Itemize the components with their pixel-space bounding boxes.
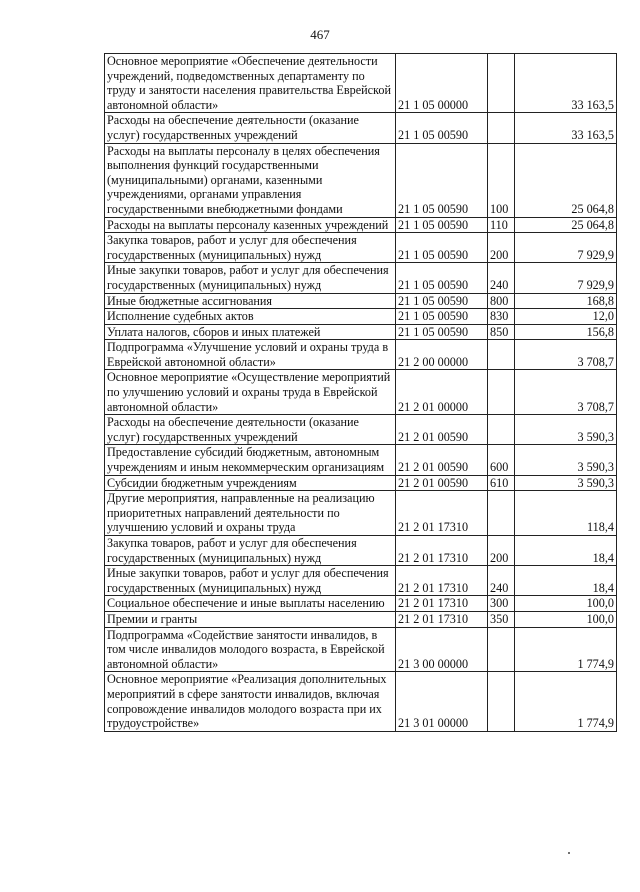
row-sum-cell: 18,4 — [515, 566, 617, 596]
table-row — [105, 217, 617, 233]
row-name-cell: Основное мероприятие «Обеспечение деятельности учреждений, подведомственных департаменту по труду и занятости населения правительства Еврейской автономной области» — [105, 54, 396, 113]
row-name-cell: Предоставление субсидий бюджетным, автономным учреждениям и иным некоммерческим организациям — [105, 445, 396, 475]
row-code-cell: 21 2 00 00000 — [396, 340, 488, 370]
row-vr-cell: 830 — [488, 309, 515, 325]
row-name-cell: Основное мероприятие «Реализация дополнительных мероприятий в сфере занятости инвалидов, включая сопровождение инвалидов молодого возраста при их трудоустройстве» — [105, 672, 396, 731]
row-code-cell: 21 2 01 17310 — [396, 566, 488, 596]
row-vr-cell — [488, 672, 515, 731]
row-code-cell: 21 1 05 00590 — [396, 217, 488, 233]
row-sum-cell: 3 590,3 — [515, 475, 617, 491]
row-name-cell: Расходы на выплаты персоналу в целях обеспечения выполнения функций государственными (муниципальными) органами, казенными учреждениями, органами управления государственными внебюджетными фондами — [105, 143, 396, 217]
row-sum-cell: 118,4 — [515, 491, 617, 536]
scan-dot — [568, 852, 570, 854]
row-sum-cell: 25 064,8 — [515, 143, 617, 217]
row-sum-cell: 3 590,3 — [515, 445, 617, 475]
row-name-cell: Подпрограмма «Улучшение условий и охраны труда в Еврейской автономной области» — [105, 340, 396, 370]
table-row — [105, 113, 617, 143]
row-vr-cell — [488, 54, 515, 113]
row-name-cell: Подпрограмма «Содействие занятости инвалидов, в том числе инвалидов молодого возраста, в Еврейской автономной области» — [105, 627, 396, 672]
row-vr-cell: 800 — [488, 293, 515, 309]
row-name-cell: Расходы на выплаты персоналу казенных учреждений — [105, 217, 396, 233]
row-code-cell: 21 1 05 00590 — [396, 113, 488, 143]
row-sum-cell: 156,8 — [515, 324, 617, 340]
row-name-cell: Расходы на обеспечение деятельности (оказание услуг) государственных учреждений — [105, 415, 396, 445]
row-code-cell: 21 1 05 00590 — [396, 143, 488, 217]
row-sum-cell: 7 929,9 — [515, 263, 617, 293]
budget-table — [104, 53, 617, 732]
row-vr-cell — [488, 627, 515, 672]
row-vr-cell — [488, 340, 515, 370]
row-name-cell: Закупка товаров, работ и услуг для обеспечения государственных (муниципальных) нужд — [105, 536, 396, 566]
row-sum-cell: 33 163,5 — [515, 54, 617, 113]
row-name-cell: Социальное обеспечение и иные выплаты населению — [105, 596, 396, 612]
row-vr-cell — [488, 370, 515, 415]
table-row — [105, 566, 617, 596]
table-row — [105, 445, 617, 475]
row-name-cell: Другие мероприятия, направленные на реализацию приоритетных направлений деятельности по улучшению условий и охраны труда — [105, 491, 396, 536]
row-code-cell: 21 2 01 17310 — [396, 536, 488, 566]
row-vr-cell: 110 — [488, 217, 515, 233]
row-vr-cell — [488, 113, 515, 143]
row-sum-cell: 100,0 — [515, 596, 617, 612]
row-name-cell: Премии и гранты — [105, 611, 396, 627]
row-sum-cell: 33 163,5 — [515, 113, 617, 143]
table-row — [105, 324, 617, 340]
table-row — [105, 143, 617, 217]
row-sum-cell: 1 774,9 — [515, 627, 617, 672]
row-sum-cell: 25 064,8 — [515, 217, 617, 233]
table-row — [105, 309, 617, 325]
row-sum-cell: 100,0 — [515, 611, 617, 627]
row-vr-cell — [488, 491, 515, 536]
table-row — [105, 293, 617, 309]
row-name-cell: Исполнение судебных актов — [105, 309, 396, 325]
row-vr-cell: 200 — [488, 536, 515, 566]
row-code-cell: 21 2 01 00590 — [396, 475, 488, 491]
page-number: 467 — [310, 27, 330, 42]
row-sum-cell: 12,0 — [515, 309, 617, 325]
row-code-cell: 21 3 01 00000 — [396, 672, 488, 731]
row-vr-cell: 240 — [488, 263, 515, 293]
table-row — [105, 627, 617, 672]
row-sum-cell: 7 929,9 — [515, 233, 617, 263]
row-code-cell: 21 1 05 00000 — [396, 54, 488, 113]
table-row — [105, 340, 617, 370]
table-row — [105, 263, 617, 293]
row-vr-cell: 850 — [488, 324, 515, 340]
table-row — [105, 475, 617, 491]
table-row — [105, 415, 617, 445]
row-vr-cell: 610 — [488, 475, 515, 491]
row-code-cell: 21 1 05 00590 — [396, 263, 488, 293]
row-sum-cell: 3 708,7 — [515, 340, 617, 370]
row-vr-cell: 350 — [488, 611, 515, 627]
row-code-cell: 21 2 01 00590 — [396, 445, 488, 475]
table-row — [105, 596, 617, 612]
row-code-cell: 21 1 05 00590 — [396, 309, 488, 325]
row-name-cell: Субсидии бюджетным учреждениям — [105, 475, 396, 491]
row-code-cell: 21 1 05 00590 — [396, 293, 488, 309]
row-name-cell: Иные закупки товаров, работ и услуг для обеспечения государственных (муниципальных) нужд — [105, 263, 396, 293]
row-name-cell: Закупка товаров, работ и услуг для обеспечения государственных (муниципальных) нужд — [105, 233, 396, 263]
row-sum-cell: 18,4 — [515, 536, 617, 566]
row-code-cell: 21 2 01 00000 — [396, 370, 488, 415]
row-name-cell: Иные закупки товаров, работ и услуг для обеспечения государственных (муниципальных) нужд — [105, 566, 396, 596]
row-vr-cell: 300 — [488, 596, 515, 612]
budget-table-body — [105, 54, 617, 732]
row-name-cell: Основное мероприятие «Осуществление мероприятий по улучшению условий и охраны труда в Еврейской автономной области» — [105, 370, 396, 415]
row-code-cell: 21 1 05 00590 — [396, 233, 488, 263]
table-row — [105, 54, 617, 113]
row-code-cell: 21 3 00 00000 — [396, 627, 488, 672]
row-vr-cell: 600 — [488, 445, 515, 475]
row-code-cell: 21 2 01 17310 — [396, 611, 488, 627]
row-sum-cell: 168,8 — [515, 293, 617, 309]
row-name-cell: Иные бюджетные ассигнования — [105, 293, 396, 309]
table-row — [105, 491, 617, 536]
row-name-cell: Уплата налогов, сборов и иных платежей — [105, 324, 396, 340]
table-row — [105, 233, 617, 263]
table-row — [105, 536, 617, 566]
row-code-cell: 21 2 01 17310 — [396, 491, 488, 536]
table-row — [105, 370, 617, 415]
table-row — [105, 611, 617, 627]
row-vr-cell: 100 — [488, 143, 515, 217]
row-code-cell: 21 2 01 00590 — [396, 415, 488, 445]
row-name-cell: Расходы на обеспечение деятельности (оказание услуг) государственных учреждений — [105, 113, 396, 143]
row-sum-cell: 3 590,3 — [515, 415, 617, 445]
table-row — [105, 672, 617, 731]
row-code-cell: 21 2 01 17310 — [396, 596, 488, 612]
row-sum-cell: 1 774,9 — [515, 672, 617, 731]
row-vr-cell — [488, 415, 515, 445]
row-sum-cell: 3 708,7 — [515, 370, 617, 415]
row-code-cell: 21 1 05 00590 — [396, 324, 488, 340]
row-vr-cell: 240 — [488, 566, 515, 596]
row-vr-cell: 200 — [488, 233, 515, 263]
